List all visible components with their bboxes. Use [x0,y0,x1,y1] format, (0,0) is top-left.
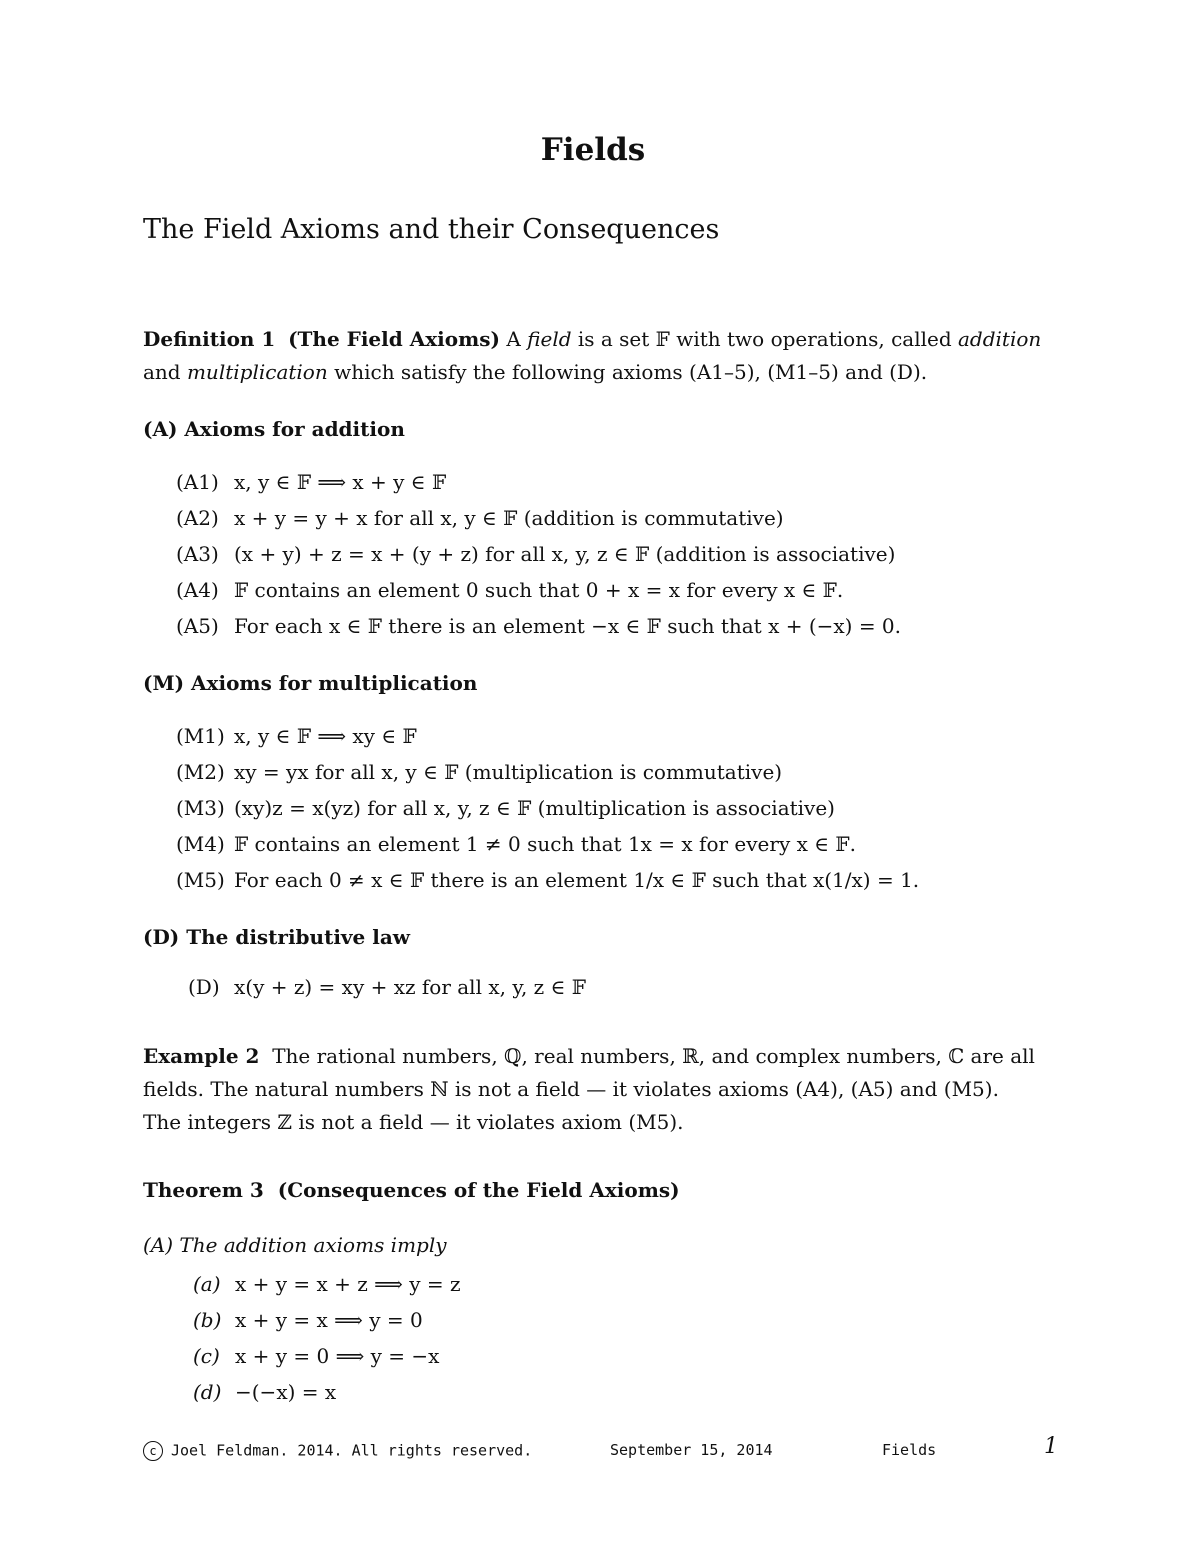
axiom-text: For each 0 ≠ x ∈ 𝔽 there is an element 1/x ∈ 𝔽 such that x(1/x) = 1. [234,868,920,892]
axiom-label: (D) [188,975,220,999]
distributive-heading: (D) The distributive law [143,925,411,949]
theorem-item-list [193,1266,461,1410]
axiom-label: (A5) [176,614,219,638]
axiom-text: For each x ∈ 𝔽 there is an element −x ∈ 𝔽 such that x + (−x) = 0. [234,614,902,638]
item-text: x + y = x + z ⟹ y = z [235,1272,461,1296]
axiom-a5 [176,608,901,644]
page-number: 1 [1044,1434,1058,1459]
axiom-text: (x + y) + z = x + (y + z) for all x, y, z ∈ 𝔽 (addition is associative) [234,542,896,566]
definition-text: is a set 𝔽 with two operations, called [571,327,958,351]
axiom-label: (A4) [176,578,219,602]
definition-line-1 [143,323,1041,356]
axiom-text: (xy)z = x(yz) for all x, y, z ∈ 𝔽 (multiplication is associative) [234,796,835,820]
axiom-label: (A3) [176,542,219,566]
example-line-1 [143,1040,1035,1073]
footer-date: September 15, 2014 [610,1441,773,1459]
definition-label: Definition 1 [143,327,276,351]
axiom-a3 [176,536,901,572]
page-title: Fields [540,132,646,168]
definition-term-multiplication: multiplication [186,360,328,384]
theorem-item-b [193,1302,461,1338]
axiom-text: x, y ∈ 𝔽 ⟹ xy ∈ 𝔽 [234,724,417,748]
definition-term-addition: addition [957,327,1042,351]
example-text: The rational numbers, ℚ, real numbers, ℝ, and complex numbers, ℂ are all [272,1044,1035,1068]
axiom-m4 [176,826,919,862]
item-text: x + y = 0 ⟹ y = −x [235,1344,440,1368]
theorem-heading [143,1178,680,1202]
axiom-label: (M4) [176,832,225,856]
axiom-label: (A1) [176,470,219,494]
axiom-d [188,971,586,1004]
axiom-text: xy = yx for all x, y ∈ 𝔽 (multiplication is commutative) [234,760,783,784]
definition-heading: (The Field Axioms) [288,327,500,351]
footer-topic: Fields [882,1441,937,1459]
item-text: −(−x) = x [235,1380,337,1404]
definition-text: A [506,327,528,351]
example-label: Example 2 [143,1044,260,1068]
axiom-text: x, y ∈ 𝔽 ⟹ x + y ∈ 𝔽 [234,470,447,494]
axiom-m5 [176,862,919,898]
axiom-a4 [176,572,901,608]
definition-line-2 [143,356,1041,389]
addition-heading: (A) Axioms for addition [143,417,405,441]
theorem-label: Theorem 3 [143,1178,264,1202]
footer-copyright [143,1441,532,1461]
axiom-a2 [176,500,901,536]
axiom-text: x + y = y + x for all x, y ∈ 𝔽 (addition is commutative) [234,506,784,530]
axiom-label: (M2) [176,760,225,784]
axiom-m2 [176,754,919,790]
example-line-3: The integers ℤ is not a field — it violates axiom (M5). [143,1110,684,1134]
axiom-label: (A2) [176,506,219,530]
section-title: The Field Axioms and their Consequences [143,214,720,245]
theorem-subheading-text: (A) The addition axioms imply [143,1233,447,1257]
definition-term-field: field [527,327,572,351]
multiplication-heading: (M) Axioms for multiplication [143,671,478,695]
copyright-icon: c [143,1441,163,1461]
theorem-title: (Consequences of the Field Axioms) [277,1178,680,1202]
item-label: (d) [193,1380,222,1404]
axiom-text: x(y + z) = xy + xz for all x, y, z ∈ 𝔽 [234,975,586,999]
footer-copyright-text: Joel Feldman. 2014. All rights reserved. [171,1441,533,1460]
theorem-item-d [193,1374,461,1410]
item-text: x + y = x ⟹ y = 0 [235,1308,423,1332]
axiom-m3 [176,790,919,826]
item-label: (a) [193,1272,221,1296]
axiom-label: (M5) [176,868,225,892]
example-block [143,1040,1035,1139]
multiplication-axiom-list [176,718,919,898]
theorem-subheading [143,1229,447,1262]
theorem-item-a [193,1266,461,1302]
axiom-label: (M1) [176,724,225,748]
axiom-a1 [176,464,901,500]
axiom-text: 𝔽 contains an element 0 such that 0 + x = x for every x ∈ 𝔽. [234,578,844,602]
definition-text: which satisfy the following axioms (A1–5), (M1–5) and (D). [327,360,928,384]
definition-block [143,323,1041,389]
item-label: (b) [193,1308,222,1332]
addition-axiom-list [176,464,901,644]
theorem-item-c [193,1338,461,1374]
definition-text: and [143,360,187,384]
axiom-label: (M3) [176,796,225,820]
example-line-2: fields. The natural numbers ℕ is not a field — it violates axioms (A4), (A5) and (M5). [143,1077,999,1101]
axiom-m1 [176,718,919,754]
axiom-text: 𝔽 contains an element 1 ≠ 0 such that 1x = x for every x ∈ 𝔽. [234,832,856,856]
item-label: (c) [193,1344,220,1368]
